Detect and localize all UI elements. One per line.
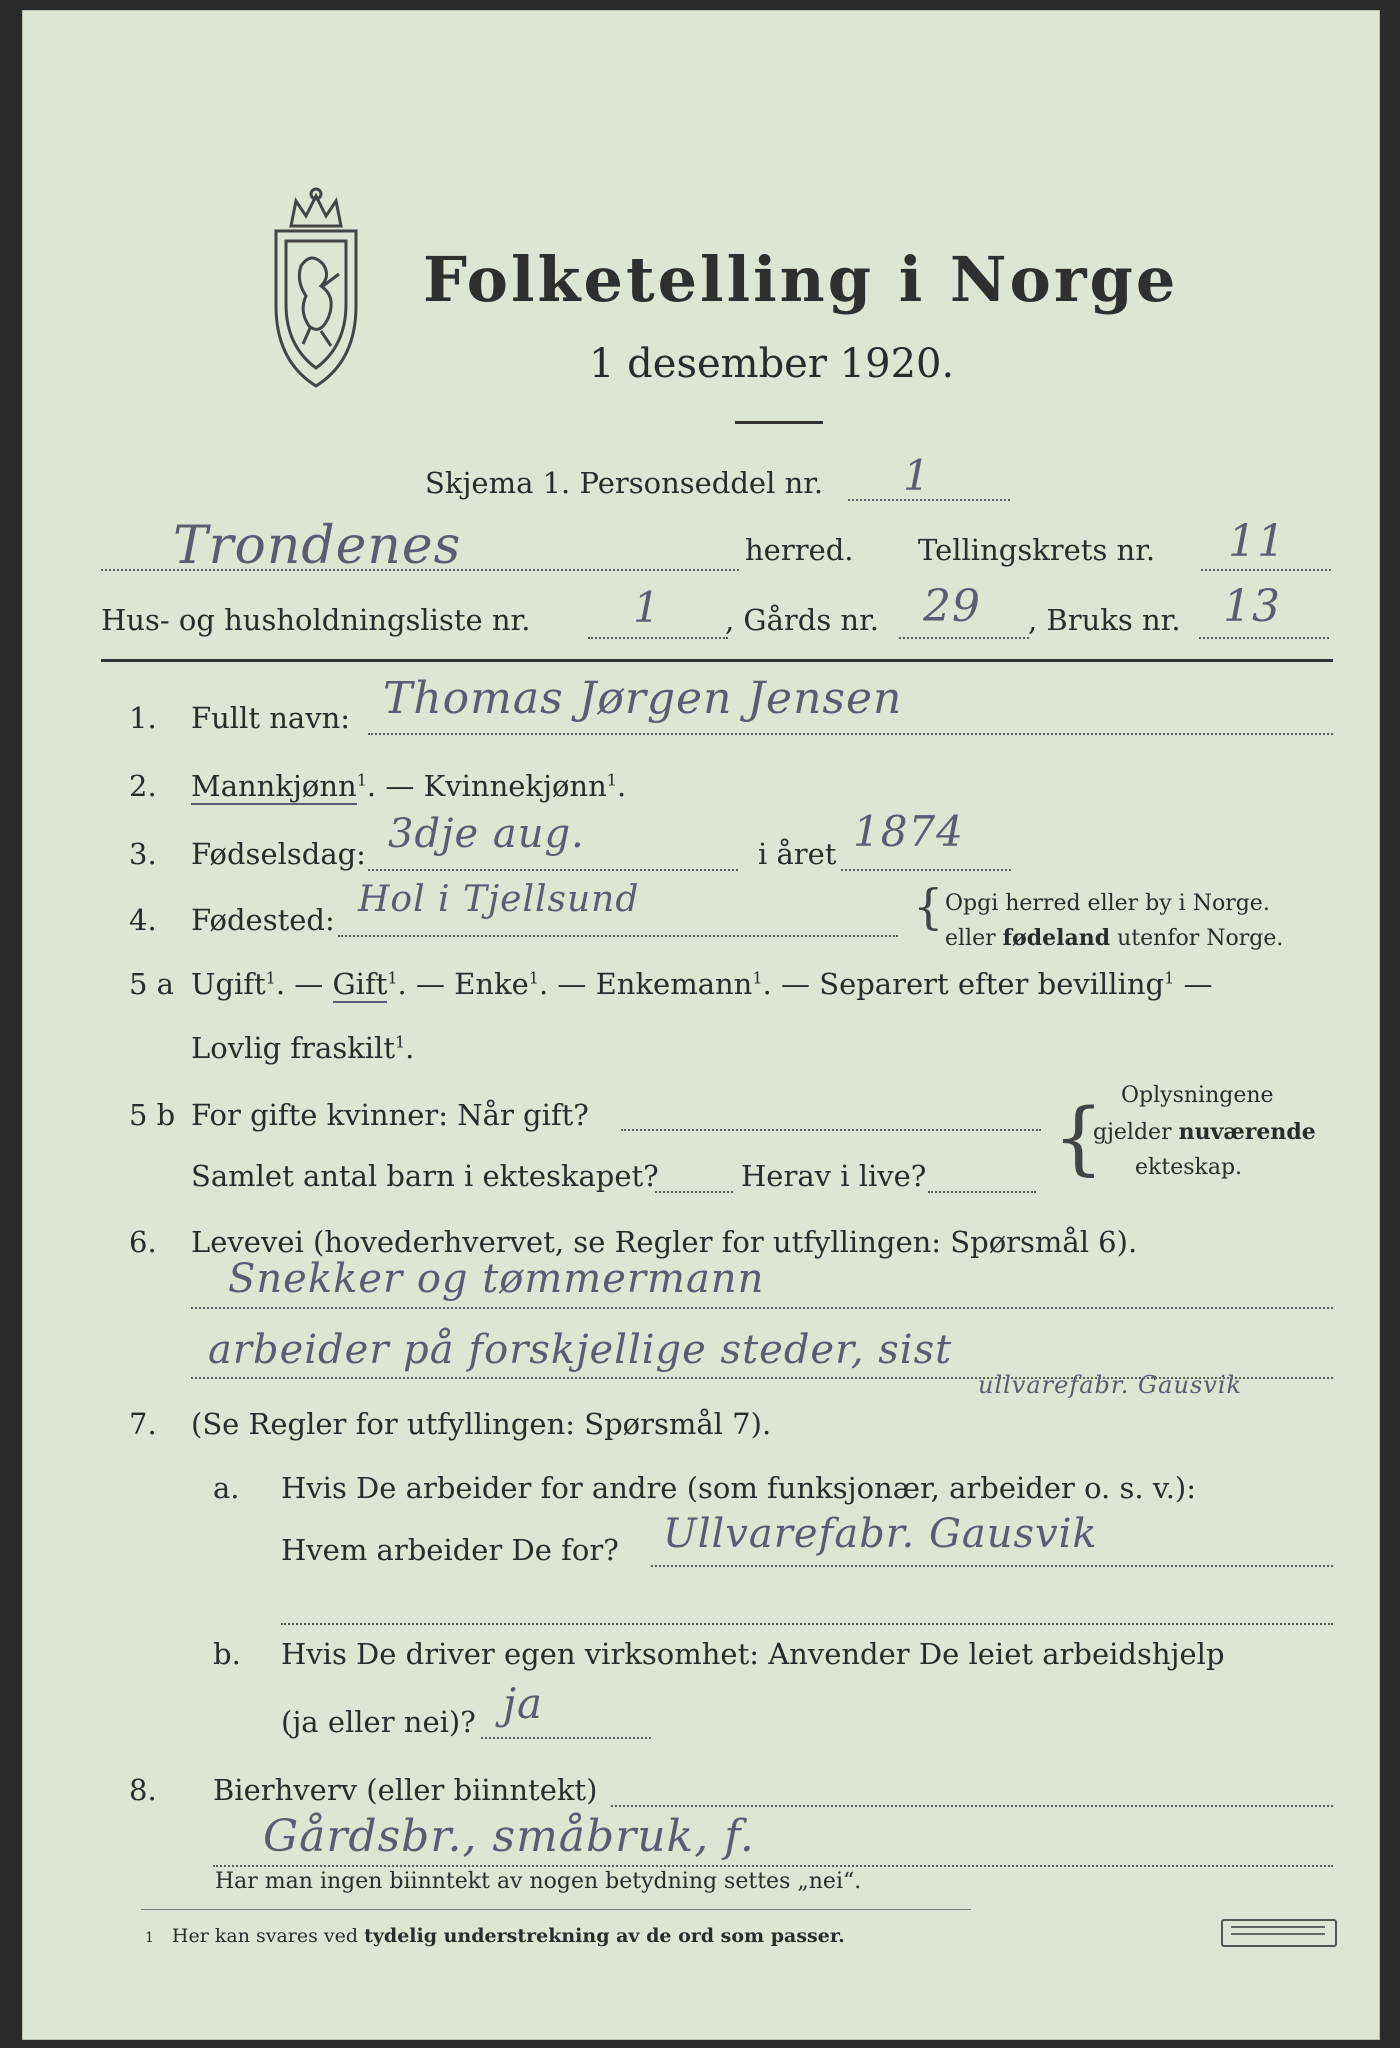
- q5b-number: 5 b: [129, 1098, 176, 1132]
- q2-female-option[interactable]: Kvinnekjønn: [423, 769, 607, 803]
- tellingskrets-field-line: [1201, 569, 1331, 571]
- q7a-field-line1: [651, 1565, 1333, 1567]
- q5b-children-field-line: [655, 1191, 733, 1193]
- q2-separator: . —: [366, 769, 424, 803]
- q2-end: .: [616, 769, 627, 803]
- q1-number: 1.: [129, 701, 157, 735]
- bruks-field-line: [1199, 637, 1329, 639]
- q5a-lovlig-fraskilt[interactable]: Lovlig fraskilt: [191, 1031, 395, 1065]
- printer-stamp-icon: [1221, 1919, 1337, 1947]
- q5b-children-label: Samlet antal barn i ekteskapet?: [191, 1159, 659, 1193]
- q3-number: 3.: [129, 837, 157, 871]
- q3-year-field-line: [841, 869, 1011, 871]
- q5a-line2: Lovlig fraskilt$^1$.: [191, 1031, 415, 1065]
- hus-label: Hus- og husholdningsliste nr.: [101, 603, 531, 637]
- q4-number: 4.: [129, 903, 157, 937]
- q7a-question: Hvem arbeider De for?: [281, 1533, 619, 1567]
- q3-label: Fødselsdag:: [191, 837, 366, 871]
- tellingskrets-label: Tellingskrets nr.: [918, 533, 1156, 567]
- footnote-mark: 1: [356, 770, 367, 790]
- q6-value3[interactable]: ullvarefabr. Gausvik: [978, 1371, 1243, 1399]
- herred-value[interactable]: Trondenes: [173, 516, 462, 576]
- tellingskrets-value[interactable]: 11: [1228, 516, 1286, 567]
- q6-label: Levevei (hovederhvervet, se Regler for utfyllingen: Spørsmål 6).: [191, 1225, 1138, 1259]
- q1-value[interactable]: Thomas Jørgen Jensen: [383, 673, 903, 724]
- q6-value2[interactable]: arbeider på forskjellige steder, sist: [208, 1327, 953, 1373]
- bruks-value[interactable]: 13: [1223, 581, 1281, 632]
- q7b-text: Hvis De driver egen virksomhet: Anvender De leiet arbeidshjelp: [281, 1637, 1225, 1671]
- q6-field-line1: [191, 1307, 1333, 1309]
- footnote-divider: [141, 1909, 971, 1910]
- q5a-gift[interactable]: Gift: [332, 967, 388, 1001]
- q3-field-line: [368, 869, 738, 871]
- q7a-value[interactable]: Ullvarefabr. Gausvik: [663, 1511, 1098, 1557]
- q5a-enke[interactable]: Enke: [454, 967, 529, 1001]
- skjema-value[interactable]: 1: [903, 451, 931, 500]
- q6-value1[interactable]: Snekker og tømmermann: [228, 1256, 765, 1302]
- q7b-letter: b.: [213, 1637, 241, 1671]
- q1-field-line: [368, 733, 1333, 735]
- q5a-options: Ugift$^1$. — Gift$^1$. — Enke$^1$. — Enkemann$^1$. — Separert efter bevilling$^1$ —: [191, 967, 1213, 1001]
- q7a-letter: a.: [213, 1471, 240, 1505]
- coat-of-arms-icon: [251, 186, 381, 395]
- q1-label: Fullt navn:: [191, 701, 351, 735]
- q7-number: 7.: [129, 1407, 157, 1441]
- q2-number: 2.: [129, 769, 157, 803]
- q5a-ugift[interactable]: Ugift: [191, 967, 266, 1001]
- form-title: Folketelling i Norge: [423, 243, 1179, 316]
- q5b-line1: For gifte kvinner: Når gift?: [191, 1098, 589, 1132]
- q4-label: Fødested:: [191, 903, 335, 937]
- q7a-field-line2: [281, 1623, 1333, 1625]
- bruks-label: , Bruks nr.: [1028, 603, 1181, 637]
- q6-number: 6.: [129, 1225, 157, 1259]
- hus-field-line: [588, 637, 728, 639]
- herred-label: herred.: [745, 533, 854, 567]
- q7-label: (Se Regler for utfyllingen: Spørsmål 7).: [191, 1407, 772, 1441]
- gards-field-line: [899, 637, 1029, 639]
- hus-value[interactable]: 1: [633, 583, 661, 632]
- q2-line: [191, 769, 626, 803]
- footnote: 1 Her kan svares ved tydelig understrekning av de ord som passer.: [145, 1925, 845, 1947]
- census-form-sheet: [22, 10, 1380, 2040]
- q5a-separert[interactable]: Separert efter bevilling: [819, 967, 1165, 1001]
- q8-value[interactable]: Gårdsbr., småbruk, f.: [263, 1811, 755, 1862]
- footnote-mark: 1: [606, 770, 617, 790]
- q3-year-value[interactable]: 1874: [853, 807, 964, 856]
- q8-label: Bierhverv (eller biinntekt): [213, 1773, 598, 1807]
- q4-note-line1: Opgi herred eller by i Norge.: [945, 891, 1270, 916]
- q5b-note1: Oplysningene: [1121, 1083, 1274, 1108]
- q7b-field-line: [481, 1737, 651, 1739]
- q5b-alive-label: Herav i live?: [741, 1159, 927, 1193]
- q7a-text: Hvis De arbeider for andre (som funksjonær, arbeider o. s. v.):: [281, 1471, 1197, 1505]
- gards-label: , Gårds nr.: [725, 603, 879, 637]
- q8-field-line2: [213, 1865, 1333, 1867]
- q4-field-line: [338, 935, 898, 937]
- q5a-enkemann[interactable]: Enkemann: [595, 967, 753, 1001]
- census-date: 1 desember 1920.: [589, 341, 955, 387]
- q8-number: 8.: [129, 1773, 157, 1807]
- q2-male-option[interactable]: Mannkjønn: [191, 769, 357, 803]
- gards-value[interactable]: 29: [923, 581, 981, 632]
- q8-field-line1: [611, 1805, 1333, 1807]
- q5b-alive-field-line: [928, 1191, 1036, 1193]
- q5b-brace: {: [1053, 1091, 1104, 1184]
- q4-value[interactable]: Hol i Tjellsund: [358, 879, 640, 920]
- q7b-value[interactable]: ja: [503, 1679, 544, 1728]
- q5b-gift-field-line: [621, 1129, 1041, 1131]
- footnote-number: 1: [145, 1930, 154, 1946]
- q4-note-line2: eller fødeland utenfor Norge.: [945, 925, 1284, 951]
- q7b-question: (ja eller nei)?: [281, 1705, 476, 1739]
- q5b-note2: gjelder nuværende: [1093, 1119, 1316, 1145]
- header-divider: [101, 659, 1333, 662]
- skjema-label: Skjema 1. Personseddel nr.: [425, 466, 824, 500]
- q5b-note3: ekteskap.: [1135, 1155, 1243, 1180]
- q8-note: Har man ingen biinntekt av nogen betydning settes „nei“.: [215, 1869, 862, 1894]
- q3-value[interactable]: 3dje aug.: [388, 811, 585, 857]
- q3-year-label: i året: [758, 837, 837, 871]
- title-divider: [735, 421, 823, 424]
- q4-brace: {: [913, 879, 944, 935]
- q5a-number: 5 a: [129, 967, 174, 1001]
